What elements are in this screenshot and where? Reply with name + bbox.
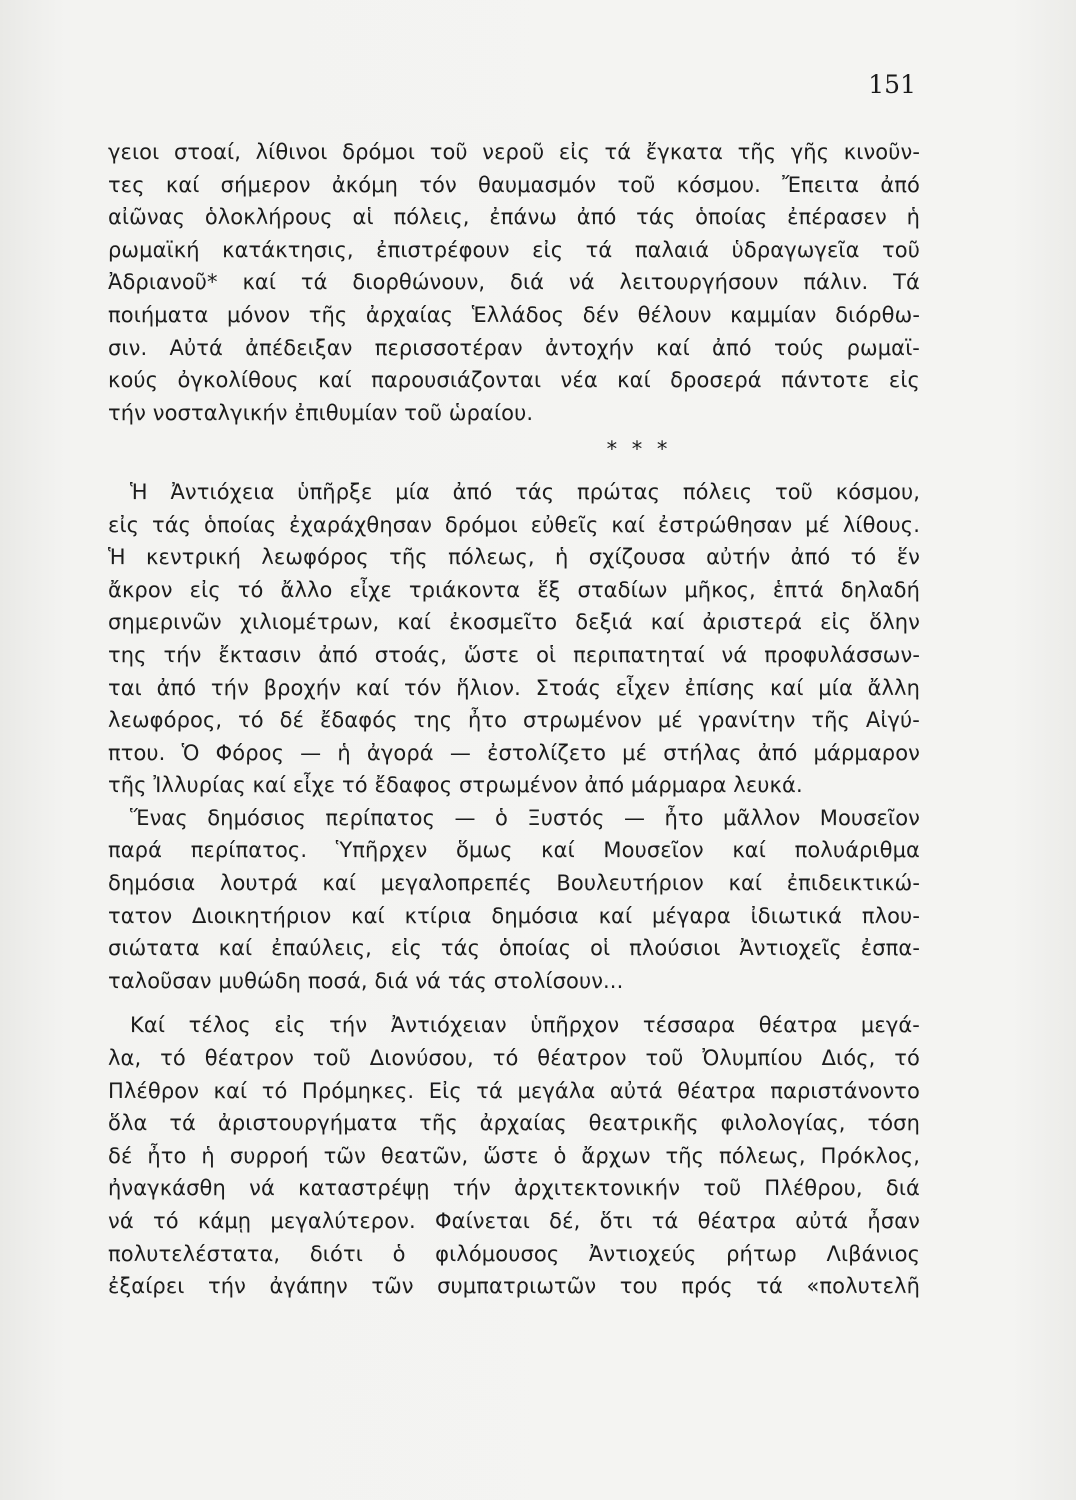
text-line: Ἡ κεντρική λεωφόρος τῆς πόλεως, ἡ σχίζουσα αὐτήν ἀπό τό ἕν (108, 545, 920, 570)
text-line: ἠναγκάσθη νά καταστρέψῃ τήν ἀρχιτεκτονικήν τοῦ Πλέθρου, διά (108, 1176, 920, 1201)
text-line: τήν νοσταλγικήν ἐπιθυμίαν τοῦ ὡραίου. (108, 400, 534, 425)
text-line: δημόσια λουτρά καί μεγαλοπρεπές Βουλευτήριον καί ἐπιδεικτικώ- (108, 871, 920, 896)
text-line: κούς ὀγκολίθους καί παρουσιάζονται νέα καί δροσερά πάντοτε εἰς (108, 368, 920, 393)
text-line: λεωφόρος, τό δέ ἔδαφός της ἦτο στρωμένον μέ γρανίτην τῆς Αἰγύ- (108, 708, 920, 733)
text-line: ταλοῦσαν μυθώδη ποσά, διά νά τάς στολίσουν... (108, 968, 624, 993)
text-line: της τήν ἔκτασιν ἀπό στοάς, ὥστε οἱ περιπατηταί νά προφυλάσσων- (108, 642, 920, 667)
text-line: λα, τό θέατρον τοῦ Διονύσου, τό θέατρον τοῦ Ὀλυμπίου Διός, τό (108, 1046, 920, 1071)
paragraph-gap (108, 997, 920, 1009)
text-line: παρά περίπατος. Ὑπῆρχεν ὅμως καί Μουσεῖον καί πολυάριθμα (108, 838, 920, 863)
body-text (108, 136, 920, 1303)
page-number: 151 (868, 70, 916, 99)
text-line: πολυτελέστατα, διότι ὁ φιλόμουσος Ἀντιοχεύς ρήτωρ Λιβάνιος (108, 1241, 920, 1266)
text-line: Ἡ Ἀντιόχεια ὑπῆρξε μία ἀπό τάς πρώτας πόλεις τοῦ κόσμου, (130, 479, 920, 504)
text-line: Ἀδριανοῦ* καί τά διορθώνουν, διά νά λειτουργήσουν πάλιν. Τά (108, 270, 920, 295)
text-line: ποιήματα μόνον τῆς ἀρχαίας Ἑλλάδος δέν θέλουν καμμίαν διόρθω- (108, 302, 920, 327)
text-line: γειοι στοαί, λίθινοι δρόμοι τοῦ νεροῦ εἰς τά ἔγκατα τῆς γῆς κινοῦν- (108, 140, 920, 164)
text-line: σιν. Αὐτά ἀπέδειξαν περισσοτέραν ἀντοχήν καί ἀπό τούς ρωμαϊ- (108, 335, 920, 360)
text-line: σημερινῶν χιλιομέτρων, καί ἐκοσμεῖτο δεξιά καί ἀριστερά εἰς ὅλην (108, 610, 920, 635)
text-line: τατον Διοικητήριον καί κτίρια δημόσια καί μέγαρα ἰδιωτικά πλου- (108, 903, 920, 928)
text-line: πτου. Ὁ Φόρος — ἡ ἀγορά — ἐστολίζετο μέ στήλας ἀπό μάρμαρον (108, 740, 920, 765)
section-separator: * * * (606, 437, 672, 462)
paragraph-3 (108, 802, 920, 998)
text-line: ἄκρον εἰς τό ἄλλο εἶχε τριάκοντα ἕξ σταδίων μῆκος, ἑπτά δηλαδή (108, 577, 920, 602)
text-line: ρωμαϊκή κατάκτησις, ἐπιστρέφουν εἰς τά παλαιά ὑδραγωγεῖα τοῦ (108, 237, 920, 262)
text-line: σιώτατα καί ἐπαύλεις, εἰς τάς ὁποίας οἱ πλούσιοι Ἀντιοχεῖς ἐσπα- (108, 936, 920, 961)
text-line: Ἕνας δημόσιος περίπατος — ὁ Ξυστός — ἦτο μᾶλλον Μουσεῖον (130, 805, 920, 830)
text-line: ὅλα τά ἀριστουργήματα τῆς ἀρχαίας θεατρικῆς φιλολογίας, τόση (108, 1111, 920, 1136)
text-line: νά τό κάμῃ μεγαλύτερον. Φαίνεται δέ, ὅτι τά θέατρα αὐτά ἦσαν (108, 1209, 920, 1233)
text-line: αἰῶνας ὁλοκλήρους αἱ πόλεις, ἐπάνω ἀπό τάς ὁποίας ἐπέρασεν ἡ (108, 205, 920, 230)
paragraph-2 (108, 476, 920, 802)
text-line: ται ἀπό τήν βροχήν καί τόν ἥλιον. Στοάς εἶχεν ἐπίσης καί μία ἄλλη (108, 675, 920, 700)
text-line: τῆς Ἰλλυρίας καί εἶχε τό ἔδαφος στρωμένον ἀπό μάρμαρα λευκά. (108, 773, 803, 798)
text-line: ἐξαίρει τήν ἀγάπην τῶν συμπατριωτῶν του πρός τά «πολυτελῆ (108, 1274, 920, 1299)
text-line: Καί τέλος εἰς τήν Ἀντιόχειαν ὑπῆρχον τέσσαρα θέατρα μεγά- (130, 1013, 920, 1038)
paragraph-1 (108, 136, 920, 429)
text-line: εἰς τάς ὁποίας ἐχαράχθησαν δρόμοι εὐθεῖς καί ἐστρώθησαν μέ λίθους. (108, 512, 920, 537)
text-line: Πλέθρον καί τό Πρόμηκες. Εἰς τά μεγάλα αὐτά θέατρα παριστάνοντο (108, 1078, 920, 1103)
text-line: τες καί σήμερον ἀκόμη τόν θαυμασμόν τοῦ κόσμου. Ἔπειτα ἀπό (108, 172, 920, 197)
text-line: δέ ἦτο ἡ συρροή τῶν θεατῶν, ὥστε ὁ ἄρχων τῆς πόλεως, Πρόκλος, (108, 1143, 920, 1168)
paragraph-4 (108, 1009, 920, 1302)
